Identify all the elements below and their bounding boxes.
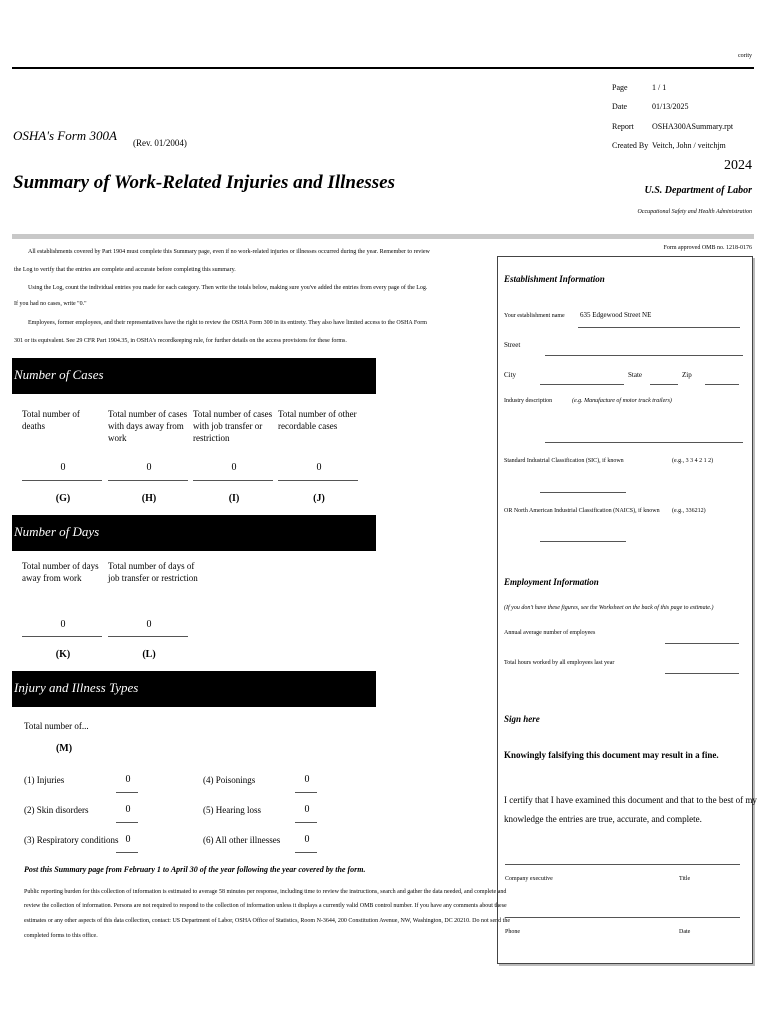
top-rule [12, 67, 754, 69]
industry-line[interactable] [545, 442, 743, 443]
corner-label: cority [738, 53, 752, 59]
street-label: Street [504, 341, 521, 349]
omb-number: Form approved OMB no. 1218-0176 [663, 245, 752, 251]
sic-line[interactable] [540, 492, 626, 493]
city-label: City [504, 371, 517, 379]
establishment-name-line [578, 327, 740, 328]
employment-heading: Employment Information [504, 577, 599, 587]
cases-other-label: Total number of other recordable cases [278, 409, 357, 431]
cases-days-away-underline [108, 480, 188, 481]
intro-p3a: Employees, former employees, and their representatives have the right to review the OSHA Form 300 in its entirety. They also have limited access to the OSHA Form [28, 320, 427, 326]
types-poisonings-label: (4) Poisonings [203, 775, 256, 785]
cases-transfer-label: Total number of cases with job transfer or restriction [193, 409, 273, 443]
types-skin-underline [116, 822, 138, 823]
cases-days-away-value[interactable]: 0 [146, 462, 152, 473]
section-rule [12, 234, 754, 239]
department-name: U.S. Department of Labor [644, 185, 752, 196]
zip-line[interactable] [705, 384, 739, 385]
types-other-value[interactable]: 0 [304, 834, 310, 845]
days-away-label: Total number of days away from work [22, 561, 99, 583]
meta-date-label: Date [612, 102, 628, 111]
naics-line[interactable] [540, 541, 626, 542]
establishment-name-label: Your establishment name [504, 313, 565, 319]
cases-other-value[interactable]: 0 [316, 462, 322, 473]
types-hearing-label: (5) Hearing loss [203, 805, 261, 815]
naics-example: (e.g., 336212) [672, 508, 706, 514]
cases-transfer-value[interactable]: 0 [231, 462, 237, 473]
page-title: Summary of Work-Related Injuries and Illnesses [13, 172, 395, 193]
cases-deaths-value[interactable]: 0 [60, 462, 66, 473]
cases-other-code: (J) [313, 493, 325, 504]
types-injuries-value[interactable]: 0 [125, 774, 131, 785]
company-executive-label: Company executive [505, 876, 553, 882]
cases-deaths-label: Total number of deaths [22, 409, 80, 431]
types-injuries-label: (1) Injuries [24, 775, 65, 785]
types-heading: Injury and Illness Types [12, 671, 376, 707]
days-away-value[interactable]: 0 [60, 619, 66, 630]
meta-date-value: 01/13/2025 [652, 102, 689, 111]
types-other-underline [295, 852, 317, 853]
burden-line-3: estimates or any other aspects of this data collection, contact: US Department of Labor, OSHA Office of Statistics, Room N-3644, 200 Constitution Avenue, NW, Washington, DC 20210. Do not send the [24, 918, 510, 924]
date-label: Date [679, 929, 691, 935]
cases-other-underline [278, 480, 358, 481]
meta-report-label: Report [612, 122, 634, 131]
sic-label: Standard Industrial Classification (SIC), if known [504, 458, 624, 464]
sic-example: (e.g., 3 3 4 2 1 2) [672, 458, 714, 464]
days-away-underline [22, 636, 102, 637]
phone-label: Phone [505, 929, 520, 935]
hours-worked-line[interactable] [665, 673, 739, 674]
avg-employees-label: Annual average number of employees [504, 630, 596, 636]
types-other-label: (6) All other illnesses [203, 835, 281, 845]
industry-label: Industry description [504, 398, 553, 404]
days-heading: Number of Days [12, 515, 376, 551]
meta-report-value: OSHA300ASummary.rpt [652, 122, 734, 131]
days-transfer-label: Total number of days of job transfer or restriction [108, 561, 198, 583]
days-transfer-value[interactable]: 0 [146, 619, 152, 630]
state-line[interactable] [650, 384, 678, 385]
cases-deaths-underline [22, 480, 102, 481]
cases-transfer-code: (I) [228, 493, 240, 504]
certify-line-2: knowledge the entries are true, accurate, and complete. [504, 814, 702, 824]
days-away-code: (K) [55, 649, 71, 660]
types-code: (M) [55, 743, 73, 754]
certify-line-1: I certify that I have examined this document and that to the best of my [504, 795, 757, 805]
types-hearing-underline [295, 822, 317, 823]
types-total-label: Total number of... [24, 721, 89, 731]
sign-heading: Sign here [504, 714, 540, 724]
types-skin-value[interactable]: 0 [125, 804, 131, 815]
form-revision: (Rev. 01/2004) [133, 138, 187, 148]
meta-page-value: 1 / 1 [652, 83, 667, 92]
types-hearing-value[interactable]: 0 [304, 804, 310, 815]
types-respiratory-value[interactable]: 0 [125, 834, 131, 845]
cases-transfer-underline [193, 480, 273, 481]
form-name: OSHA's Form 300A [13, 128, 117, 143]
establishment-heading: Establishment Information [504, 274, 605, 284]
cases-days-away-code: (H) [141, 493, 157, 504]
types-poisonings-underline [295, 792, 317, 793]
zip-label: Zip [682, 371, 692, 379]
cases-deaths-code: (G) [55, 493, 71, 504]
intro-p2a: Using the Log, count the individual entries you made for each category. Then write the totals below, making sure you've added the entries from every page of the Log. [28, 285, 428, 291]
cases-days-away-label: Total number of cases with days away from work [108, 409, 188, 443]
avg-employees-line[interactable] [665, 643, 739, 644]
establishment-name-value[interactable]: 635 Edgewood Street NE [580, 311, 652, 319]
hours-worked-label: Total hours worked by all employees last year [504, 660, 615, 666]
intro-p2b: If you had no cases, write "0." [14, 301, 87, 307]
agency-name: Occupational Safety and Health Administration [637, 209, 752, 215]
meta-creator-value: Veitch, John / veitchjm [652, 141, 726, 150]
phone-date-line[interactable] [505, 917, 740, 918]
city-line[interactable] [540, 384, 624, 385]
intro-p3b: 301 or its equivalent. See 29 CFR Part 1904.35, in OSHA's recordkeeping rule, for further details on the access provisions for these forms. [14, 338, 347, 344]
types-respiratory-underline [116, 852, 138, 853]
days-transfer-code: (L) [142, 649, 156, 660]
burden-line-1: Public reporting burden for this collection of information is estimated to average 58 minutes per response, including time to review the instructions, search and gather the data needed, and complete and [24, 889, 507, 895]
types-respiratory-label: (3) Respiratory conditions [24, 835, 119, 845]
title-label: Title [679, 876, 691, 882]
burden-line-4: completed forms to this office. [24, 933, 98, 939]
naics-label: OR North American Industrial Classification (NAICS), if known [504, 508, 660, 514]
street-line[interactable] [545, 355, 743, 356]
types-skin-label: (2) Skin disorders [24, 805, 89, 815]
days-transfer-underline [108, 636, 188, 637]
types-poisonings-value[interactable]: 0 [304, 774, 310, 785]
burden-line-2: review the collection of information. Persons are not required to respond to the collection of information unless it displays a currently valid OMB control number. If you have any comments about these [24, 903, 507, 909]
types-injuries-underline [116, 792, 138, 793]
industry-example: (e.g. Manufacture of motor truck trailers) [572, 398, 672, 404]
intro-p1b: the Log to verify that the entries are complete and accurate before completing this summary. [14, 267, 236, 273]
signature-line[interactable] [505, 864, 740, 865]
post-notice: Post this Summary page from February 1 to April 30 of the year following the year covered by the form. [24, 865, 366, 874]
cases-heading: Number of Cases [12, 358, 376, 394]
state-label: State [628, 371, 642, 379]
meta-creator-label: Created By [612, 141, 649, 150]
sign-warning: Knowingly falsifying this document may result in a fine. [504, 750, 719, 760]
intro-p1a: All establishments covered by Part 1904 must complete this Summary page, even if no work-related injuries or illnesses occurred during the year. Remember to review [28, 249, 430, 255]
employment-note: (If you don't have these figures, see the Worksheet on the back of this page to estimate.) [504, 605, 714, 611]
report-year: 2024 [724, 158, 752, 173]
meta-page-label: Page [612, 83, 628, 92]
